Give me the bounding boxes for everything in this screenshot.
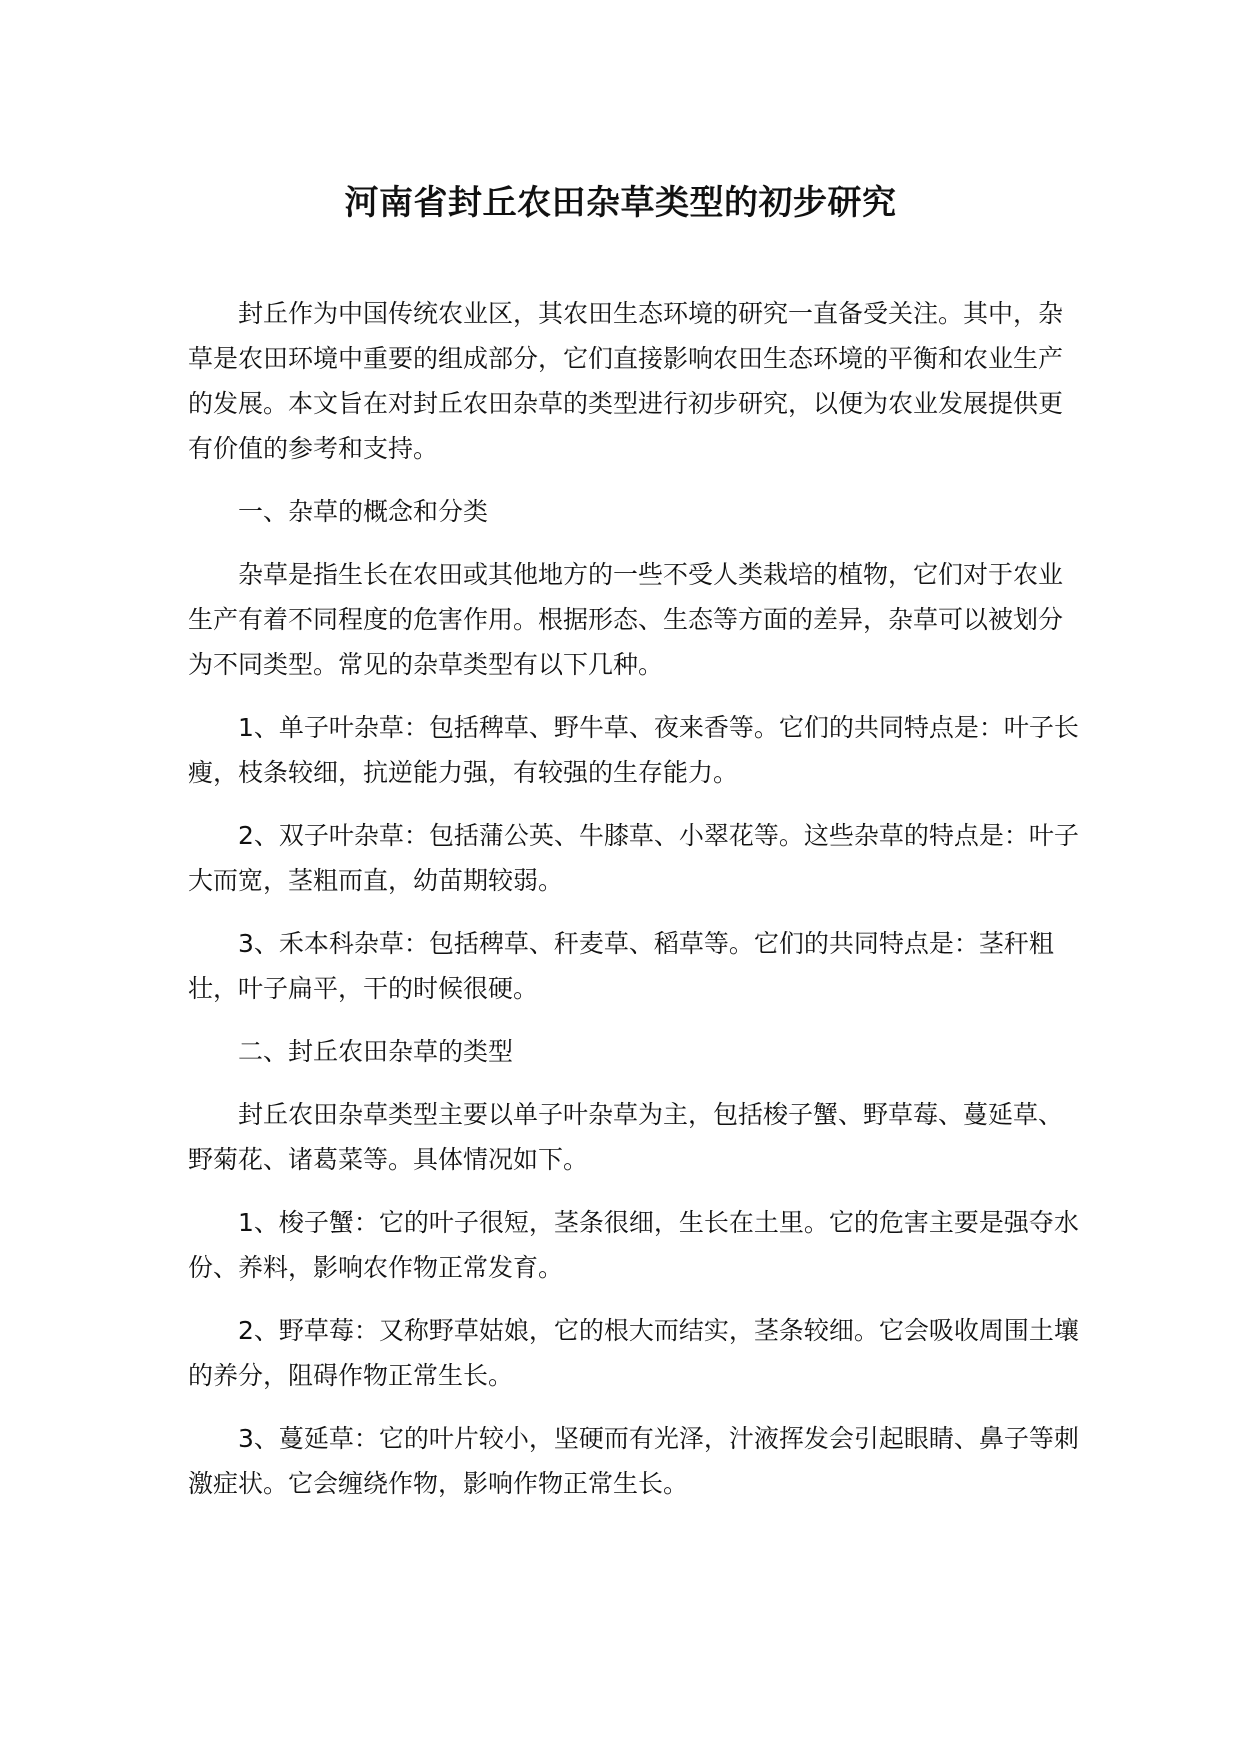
list-item-grass-family: 3、禾本科杂草：包括稗草、秆麦草、稻草等。它们的共同特点是：茎秆粗壮，叶子扁平，干的时候很硬。 [188, 929, 1054, 1003]
list-item-monocot: 1、单子叶杂草：包括稗草、野牛草、夜来香等。它们的共同特点是：叶子长瘦，枝条较细，抗逆能力强，有较强的生存能力。 [188, 713, 1079, 787]
intro-paragraph: 封丘作为中国传统农业区，其农田生态环境的研究一直备受关注。其中，杂草是农田环境中重要的组成部分，它们直接影响农田生态环境的平衡和农业生产的发展。本文旨在对封丘农田杂草的类型进行初步研究，以便为农业发展提供更有价值的参考和支持。 [188, 299, 1064, 463]
list-item-wild-strawberry: 2、野草莓：又称野草姑娘，它的根大而结实，茎条较细。它会吸收周围土壤的养分，阻碍作物正常生长。 [188, 1316, 1079, 1390]
list-item-dicot: 2、双子叶杂草：包括蒲公英、牛膝草、小翠花等。这些杂草的特点是：叶子大而宽，茎粗而直，幼苗期较弱。 [188, 821, 1079, 895]
document-body [188, 291, 1083, 1506]
document-title: 河南省封丘农田杂草类型的初步研究 [344, 183, 897, 223]
section-heading-2: 二、封丘农田杂草的类型 [238, 1037, 514, 1066]
list-item-suozixie: 1、梭子蟹：它的叶子很短，茎条很细，生长在土里。它的危害主要是强夺水份、养料，影响农作物正常发育。 [188, 1208, 1079, 1282]
paragraph-weed-definition: 杂草是指生长在农田或其他地方的一些不受人类栽培的植物，它们对于农业生产有着不同程度的危害作用。根据形态、生态等方面的差异，杂草可以被划分为不同类型。常见的杂草类型有以下几种。 [188, 560, 1064, 679]
list-item-creeping-grass: 3、蔓延草：它的叶片较小，坚硬而有光泽，汁液挥发会引起眼睛、鼻子等刺激症状。它会缠绕作物，影响作物正常生长。 [188, 1424, 1079, 1498]
paragraph-fengqiu-types: 封丘农田杂草类型主要以单子叶杂草为主，包括梭子蟹、野草莓、蔓延草、野菊花、诸葛菜等。具体情况如下。 [188, 1100, 1064, 1174]
section-heading-1: 一、杂草的概念和分类 [238, 497, 489, 526]
